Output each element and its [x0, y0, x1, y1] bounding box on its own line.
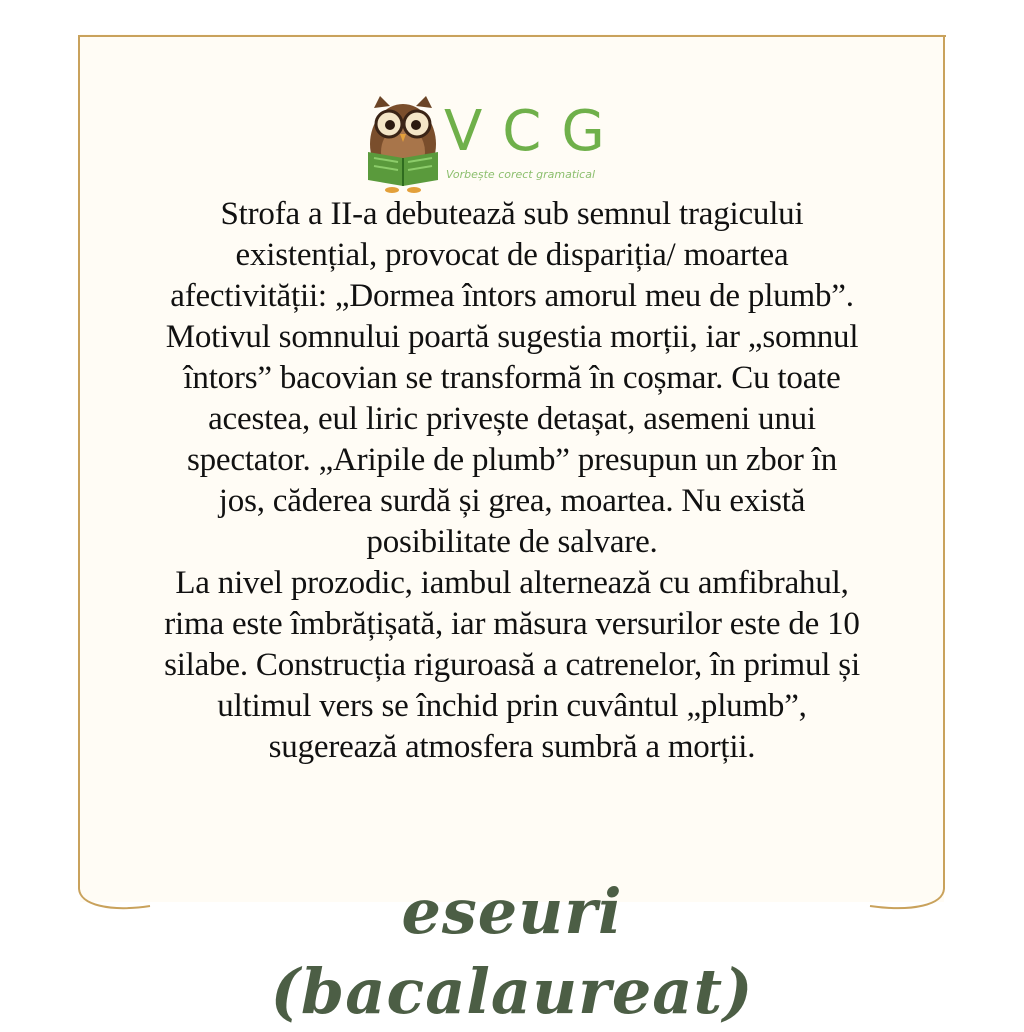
text-line: acestea, eul liric privește detașat, asemeni unui	[208, 401, 816, 437]
text-line: spectator. „Aripile de plumb” presupun un zbor în	[186, 442, 838, 478]
text-line: afectivității: „Dormea întors amorul meu de plumb”.	[170, 278, 854, 314]
owl-reading-book-icon	[360, 94, 446, 194]
text-line: rima este îmbrățișată, iar măsura versurilor este de 10	[164, 606, 860, 642]
footer-signature: eseuri (bacalaureat)	[270, 875, 754, 1028]
text-line: silabe. Construcția riguroasă a catrenelor, în primul și	[164, 647, 860, 683]
text-line: jos, căderea surdă și grea, moartea. Nu există	[218, 483, 806, 519]
brand-tagline: Vorbește corect gramatical	[446, 168, 596, 181]
vcg-logo	[360, 94, 660, 194]
text-line: sugerează atmosfera sumbră a morții.	[268, 729, 756, 765]
text-line: La nivel prozodic, iambul alternează cu amfibrahul,	[175, 565, 849, 601]
text-line: existențial, provocat de dispariția/ moartea	[235, 237, 789, 273]
essay-paragraph	[80, 194, 944, 768]
brand-name: VCG	[444, 99, 625, 164]
text-line: Motivul somnului poartă sugestia morții, iar „somnul	[165, 319, 859, 355]
text-line: Strofa a II-a debutează sub semnul tragicului	[220, 196, 804, 232]
text-line: ultimul vers se închid prin cuvântul „plumb”,	[217, 688, 807, 724]
text-line: posibilitate de salvare.	[366, 524, 658, 560]
text-line: întors” bacovian se transformă în coșmar. Cu toate	[183, 360, 841, 396]
